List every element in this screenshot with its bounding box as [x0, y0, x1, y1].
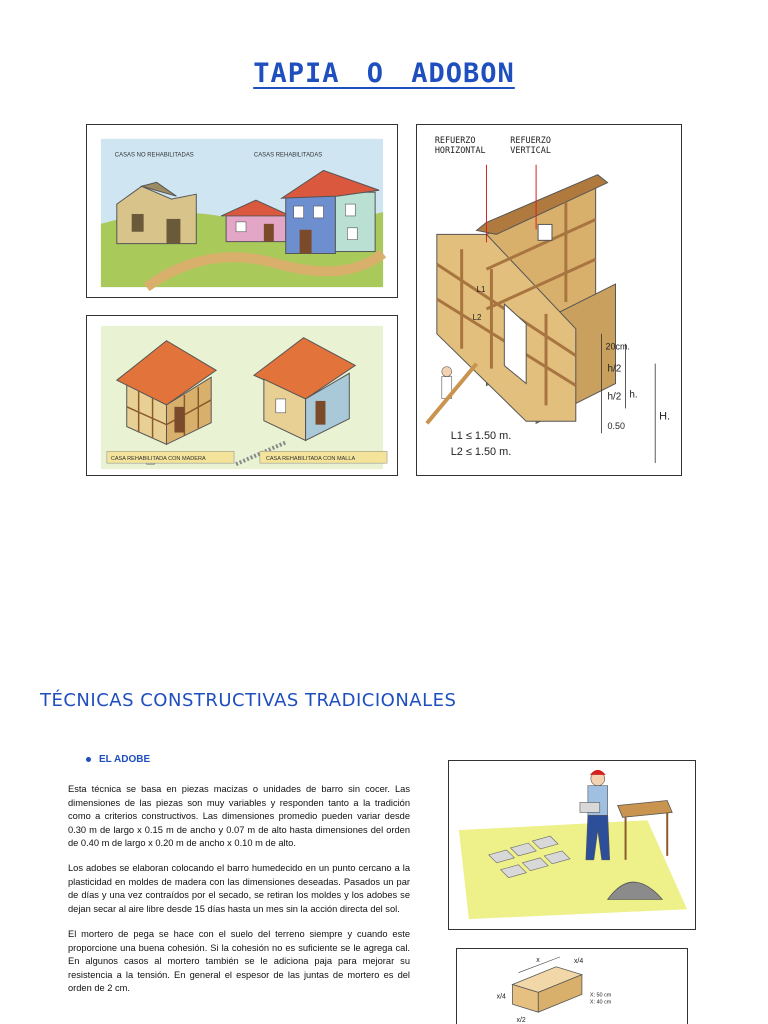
rule-L2: L2 ≤ 1.50 m. — [450, 446, 512, 459]
dim-h2-lower: h/2 — [607, 391, 622, 403]
block-dim-x2: x/2 — [516, 1017, 526, 1024]
label-vertical-line-1: REFUERZO — [510, 134, 551, 145]
dim-050: 0.50 — [607, 421, 625, 432]
label-vertical-line-2: VERTICAL — [510, 144, 551, 155]
page-title: TAPIA O ADOBON — [253, 58, 515, 89]
label-horizontal-line-1: REFUERZO — [434, 134, 476, 145]
adobe-worker-illustration — [448, 760, 696, 930]
adobe-block-diagram — [456, 948, 688, 1024]
paragraph-2: Los adobes se elaboran colocando el barro humedecido en un punto cercano a la plasticidad en moldes de madera con las dimensiones deseadas. Pasados un par de días y una vez contraídos por el secado, se retiran los moldes y los adobes se dejan secar al aire libre desde 15 días hasta un mes sin la acción directa del sol. — [68, 863, 410, 914]
subheading-label: EL ADOBE — [99, 754, 151, 765]
label-horizontal-line-2: HORIZONTAL — [434, 144, 486, 155]
block-dim-x4-side: x/4 — [496, 993, 506, 1001]
rehab-label-right: CASA REHABILITADA CON MALLA — [265, 456, 356, 463]
section-heading: TÉCNICAS CONSTRUCTIVAS TRADICIONALES — [40, 690, 457, 711]
bullet-icon — [86, 757, 91, 762]
paragraph-3: El mortero de pega se hace con el suelo del terreno siempre y cuando este proporcione una buena cohesión. Si la cohesión no es suficiente se le agrega cal. En algunos casos al mortero también se le adiciona paja para mejorar su resistencia a la tensión. En general el espesor de las juntas de mortero es del orden de 2 cm. — [68, 929, 410, 993]
block-dim-x4-top: x/4 — [573, 957, 584, 965]
houses-label-left: CASAS NO REHABILITADAS — [114, 152, 194, 159]
reinforced-wall-diagram — [416, 124, 682, 476]
block-dim-x: x — [536, 956, 540, 964]
paragraph-1: Esta técnica se basa en piezas macizas o unidades de barro sin cocer. Las dimensiones de las piezas son muy variables y responden tanto a la tradición como a criterios constructivos. Las dimensiones promedio pueden variar desde 0.30 m de largo x 0.15 m de ancho y 0.07 m de alto hasta dimensiones del orden de 0.40 m de largo x 0.20 m de ancho x 0.10 m de alto. — [68, 784, 410, 848]
dim-h2-upper: h/2 — [607, 363, 622, 375]
rule-L1: L1 ≤ 1.50 m. — [450, 430, 512, 443]
dim-h: h. — [629, 389, 638, 401]
dim-20cm: 20cm. — [605, 341, 630, 352]
dim-L1: L1 — [476, 285, 486, 295]
houses-label-right: CASAS REHABILITADAS — [253, 152, 323, 159]
rehab-label-left: CASA REHABILITADA CON MADERA — [110, 456, 206, 463]
block-note-1: X: 50 cm — [589, 992, 612, 999]
dim-L2: L2 — [472, 312, 482, 322]
dim-H: H. — [659, 410, 671, 423]
block-note-2: X: 40 cm — [589, 999, 612, 1006]
houses-illustration — [86, 124, 398, 298]
subheading-adobe — [86, 754, 150, 765]
rehabilitated-houses-illustration — [86, 315, 398, 476]
